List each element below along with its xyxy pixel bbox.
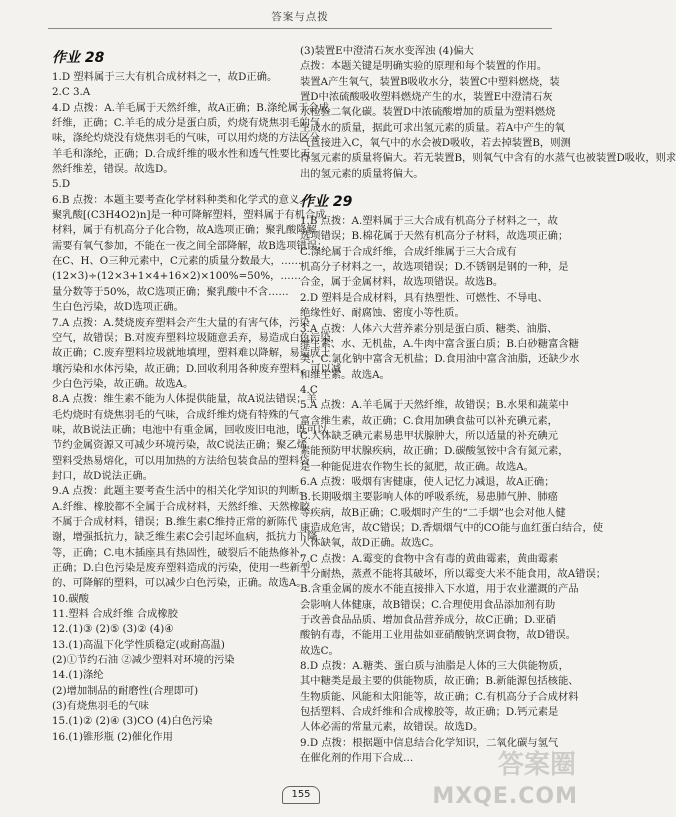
answer-line: 壤污染和水体污染，故正确；D.回收利用各种废弃塑料，可以减 bbox=[52, 362, 342, 375]
answer-line: 其中糖类是最主要的供能物质，故正确；B.新能源包括核能、 bbox=[300, 675, 579, 688]
section-title-28: 作业 28 bbox=[52, 50, 105, 66]
answer-line: 等，正确；C.电木插座具有热固性，破裂后不能热修补， bbox=[52, 546, 310, 559]
answer-line: 故正确；C.废弃塑料垃圾就地填埋，塑料难以降解，易造成土 bbox=[52, 347, 331, 360]
watermark-site: MXQE.COM bbox=[432, 784, 578, 809]
answer-line: 绝缘性好、耐腐蚀、密度小等性质。 bbox=[300, 307, 465, 320]
answer-line: 少白色污染，故正确。故选A。 bbox=[52, 377, 194, 390]
watermark-logo: 答案圈 bbox=[497, 750, 576, 780]
answer-line: 素能预防甲状腺疾病，故正确；D.碳酸氢铵中含有氮元素， bbox=[300, 445, 569, 458]
answer-line: 9.A 点拨：此题主要考查生活中的相关化学知识的判断。 bbox=[52, 485, 310, 498]
answer-line: 在C、H、O三种元素中，C元素的质量分数最大，…… bbox=[52, 255, 302, 268]
answer-line: 1.D 塑料属于三大有机合成材料之一，故D正确。 bbox=[52, 71, 278, 83]
answer-line: B.长期吸烟主要影响人体的呼吸系统，易患肺气肿、肺癌 bbox=[300, 491, 558, 504]
right-continued-lines bbox=[300, 44, 676, 182]
answer-line: 8.A 点拨：维生素不能为人体提供能量，故A说法错误；羊 bbox=[52, 393, 317, 406]
answer-line: C.涤纶属于合成纤维，合成纤维属于三大合成有 bbox=[300, 245, 517, 258]
answer-line: 10.碳酸 bbox=[52, 592, 89, 605]
header-rule bbox=[48, 28, 552, 29]
answer-line: 13.(1)高温下化学性质稳定(或耐高温) bbox=[52, 638, 225, 651]
answer-line: 的、可降解的塑料，可以减少白色污染，正确。故选A。 bbox=[52, 577, 307, 590]
answer-line: 故选C。 bbox=[300, 644, 339, 657]
answer-line: 需要有氧气参加，不能在一夜之间全部降解，故B选项错误； bbox=[52, 239, 328, 252]
answer-line: 封口，故D说法正确。 bbox=[52, 469, 153, 482]
answer-line: 7.C 点拨：A.霉变的食物中含有毒的黄曲霉素，黄曲霉素 bbox=[300, 552, 559, 565]
answer-line: 和维生素。故选A。 bbox=[300, 368, 390, 381]
answer-line: 材料，属于有机高分子化合物，故A选项正确；聚乳酸降解 bbox=[52, 224, 317, 237]
answer-line: 8.D 点拨：A.糖类、蛋白质与油脂是人体的三大供能物质， bbox=[300, 660, 569, 673]
answer-line: 5.D bbox=[52, 178, 71, 191]
answer-line: 2.C 3.A bbox=[52, 86, 91, 99]
answer-line: 机高分子材料之一，故选项错误；D.不锈钢是钢的一种，是 bbox=[300, 261, 569, 274]
answer-line: 生成水的质量，据此可求出氢元素的质量。若A中产生的氧 bbox=[300, 121, 565, 134]
answer-line: 6.A 点拨：吸烟有害健康，使人记忆力减退，故A正确； bbox=[300, 475, 555, 488]
answer-line: (12×3)÷(12×3+1×4+16×2)×100%=50%，…… bbox=[52, 270, 301, 283]
answer-line: 类；C.氯化钠中富含无机盐；D.食用油中富含油脂，还缺少水 bbox=[300, 353, 580, 366]
answer-line: 包括塑料、合成纤维和合成橡胶等，故正确；D.钙元素是 bbox=[300, 706, 559, 719]
answer-line: 酸钠有毒，不能用工业用盐如亚硝酸钠烹调食物，故D错误。 bbox=[300, 629, 576, 642]
answer-line: (2)①节约石油 ②减少塑料对环境的污染 bbox=[52, 654, 235, 667]
answer-line: 节约金属资源又可减少环境污染，故C说法正确；聚乙烯 bbox=[52, 439, 308, 452]
page-number: 155 bbox=[282, 786, 320, 804]
answer-line: 康造成危害，故C错误；D.香烟烟气中的CO能与血红蛋白结合，使 bbox=[300, 521, 604, 534]
answer-line: 3.A 点拨：人体六大营养素分别是蛋白质、糖类、油脂、 bbox=[300, 322, 558, 335]
answer-line: A.纤维、橡胶都不全属于合成材料，天然纤维、天然橡胶 bbox=[52, 500, 310, 513]
answer-line: 富含维生素，故正确；C.食用加碘食盐可以补充碘元素， bbox=[300, 414, 558, 427]
answer-line: 11.塑料 合成纤维 合成橡胶 bbox=[52, 608, 178, 621]
answer-line: 水检验二氧化碳。装置D中浓硫酸增加的质量为塑料燃烧 bbox=[300, 106, 556, 119]
answer-line: 4.C bbox=[300, 383, 318, 396]
answer-line: 在催化剂的作用下合成… bbox=[300, 752, 414, 765]
answer-line: 出的氢元素的质量将偏大。 bbox=[300, 167, 424, 180]
answer-line: 谢，增强抵抗力，缺乏维生素C会引起坏血病，抵抗力下降 bbox=[52, 531, 318, 544]
answer-line: 味，涤纶灼烧没有烧焦羽毛的气味，可以用灼烧的方法区分 bbox=[52, 132, 320, 145]
answer-line: 14.(1)涤纶 bbox=[52, 669, 104, 682]
answer-line: 人体缺氧，故D正确。故选C。 bbox=[300, 537, 440, 550]
answer-line: 选项错误；B.棉花属于天然有机高分子材料，故选项正确； bbox=[300, 230, 569, 243]
answer-line: 12.(1)③ (2)⑤ (3)② (4)④ bbox=[52, 623, 174, 636]
answer-line: 塑料受热易熔化，可以用加热的方法给包装食品的塑料袋 bbox=[52, 454, 310, 467]
answer-line: 味，故B说法正确；电池中有重金属，回收废旧电池，既可以 bbox=[52, 423, 328, 436]
answer-line: 1.B 点拨：A.塑料属于三大合成有机高分子材料之一，故 bbox=[300, 215, 558, 228]
answer-line: 得氢元素的质量将偏大。若无装置B，则氧气中含有的水蒸气也被装置D吸收，则求 bbox=[300, 152, 676, 165]
answer-line: 9.D 点拨：根据题中信息结合化学知识，二氧化碳与氢气 bbox=[300, 736, 559, 749]
answer-line: 不属于合成材料，错误；B.维生素C维持正常的新陈代 bbox=[52, 515, 298, 528]
answer-line: 2.D 塑料是合成材料，具有热塑性、可燃性、不导电、 bbox=[300, 291, 548, 304]
answer-line: 聚乳酸[(C3H4O2)n]是一种可降解塑料，塑料属于有机合成 bbox=[52, 209, 326, 222]
header-title: 答案与点拨 bbox=[271, 11, 329, 23]
section-title-29: 作业 29 bbox=[300, 194, 353, 211]
answer-line: 纤维，正确；C.羊毛的成分是蛋白质，灼烧有烧焦羽毛的气 bbox=[52, 117, 321, 130]
section-spacer bbox=[300, 182, 555, 188]
answer-line: 点拨：本题关键是明确实验的原理和每个装置的作用。 bbox=[300, 60, 548, 73]
answer-line: 正确；D.白色污染是废弃塑料造成的污染，使用一些新型 bbox=[52, 562, 311, 574]
answer-line: (3)有烧焦羽毛的气味 bbox=[52, 700, 149, 713]
answer-line: C.人体缺乏碘元素易患甲状腺肿大，所以适量的补充碘元 bbox=[300, 429, 558, 442]
answer-line: 人体必需的常量元素，故错误。故选D。 bbox=[300, 721, 484, 734]
answer-line: 量分数等于50%，故C选项正确；聚乳酸中不含…… bbox=[52, 285, 289, 298]
answer-line: 于改善食品品质、增加食品营养成分，故C正确；D.亚硝 bbox=[300, 614, 556, 627]
answer-line: 空气，故错误；B.对废弃塑料垃圾随意丢弃，易造成白色污染， bbox=[52, 331, 341, 344]
running-header bbox=[0, 0, 600, 40]
answer-line: 生白色污染，故D选项正确。 bbox=[52, 301, 184, 314]
answer-line: B.含重金属的废水不能直接排入下水道，用于农业灌溉的产品 bbox=[300, 583, 579, 596]
answer-line: 4.D 点拨：A.羊毛属于天然纤维，故A正确；B.涤纶属于合成 bbox=[52, 101, 329, 114]
answer-line: 装置A产生氧气，装置B吸收水分，装置C中塑料燃烧，装 bbox=[300, 75, 560, 88]
answer-line: 16.(1)锥形瓶 (2)催化作用 bbox=[52, 730, 173, 743]
answer-line: (3)装置E中澄清石灰水变浑浊 (4)偏大 bbox=[300, 45, 474, 57]
answer-line: 15.(1)② (2)④ (3)CO (4)白色污染 bbox=[52, 715, 213, 728]
answer-line: 置D中浓硫酸吸收塑料燃烧产生的水，装置E中澄清石灰 bbox=[300, 91, 553, 104]
answer-line: 5.A 点拨：A.羊毛属于天然纤维，故错误；B.水果和蔬菜中 bbox=[300, 399, 569, 412]
answer-line: 维生素、水、无机盐，A.牛肉中富含蛋白质；B.白砂糖富含糖 bbox=[300, 337, 579, 350]
answer-line: 生物质能、风能和太阳能等，故正确；C.有机高分子合成材料 bbox=[300, 690, 579, 703]
answer-line: 7.A 点拨：A.焚烧废弃塑料会产生大量的有害气体，污染 bbox=[52, 316, 310, 329]
answer-line: 等疾病，故B正确；C.吸烟时产生的“二手烟”也会对他人健 bbox=[300, 506, 566, 519]
answer-line: 毛灼烧时有烧焦羽毛的气味，合成纤维灼烧有特殊的气 bbox=[52, 408, 300, 421]
answer-line: 会影响人体健康，故B错误；C.合理使用食品添加剂有助 bbox=[300, 598, 556, 611]
answer-line: 羊毛和涤纶，正确；D.合成纤维的吸水性和透气性要比天 bbox=[52, 147, 311, 160]
answer-line: 气直接进入C，氧气中的水会被D吸收，若去掉装置B，则测 bbox=[300, 137, 571, 150]
answer-line: (2)增加制品的耐磨性(合理即可) bbox=[52, 684, 199, 697]
answer-line: 合金，属于金属材料，故选项错误。故选B。 bbox=[300, 276, 504, 289]
answer-line: 十分耐热，蒸煮不能将其破坏，所以霉变大米不能食用，故A错误； bbox=[300, 568, 607, 580]
answer-line: 6.B 点拨：本题主要考查化学材料种类和化学式的意义。 bbox=[52, 193, 310, 206]
answer-line: 是一种能促进农作物生长的氮肥，故正确。故选A。 bbox=[300, 460, 534, 473]
answer-line: 然纤维差，错误。故选D。 bbox=[52, 163, 174, 176]
